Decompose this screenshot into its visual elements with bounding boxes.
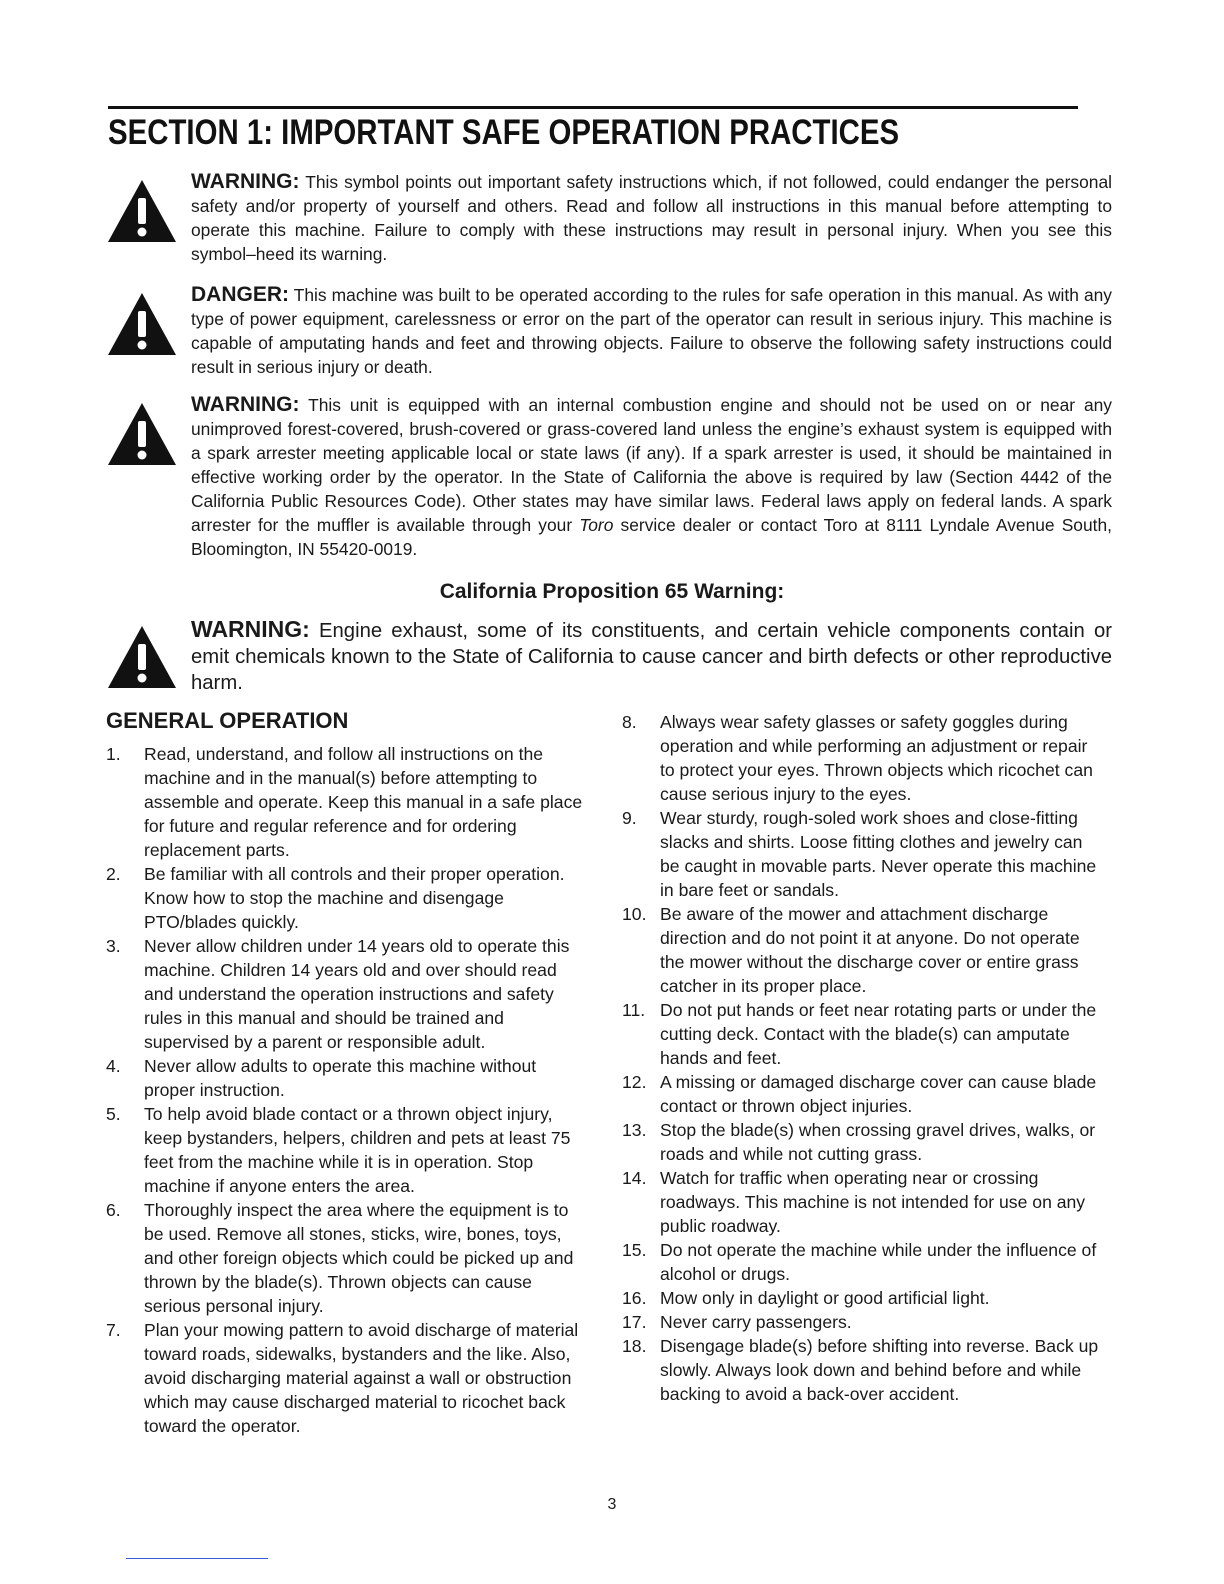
item-number: 17.: [622, 1312, 647, 1332]
item-number: 8.: [622, 712, 637, 732]
item-text: Never allow adults to operate this machine without proper instruction.: [144, 1056, 537, 1100]
item-number: 1.: [106, 744, 121, 764]
list-item: [106, 1102, 586, 1198]
list-item: [622, 1166, 1102, 1238]
warning-keyword: WARNING:: [191, 170, 300, 193]
item-text: Stop the blade(s) when crossing gravel drives, walks, or roads and while not cutting grass.: [660, 1120, 1096, 1164]
list-item: [622, 1286, 1102, 1310]
item-text: Be aware of the mower and attachment discharge direction and do not point it at anyone. Do not operate the mower without the discharge cover or entire grass catcher in its proper place.: [660, 904, 1080, 996]
item-text: Thoroughly inspect the area where the equipment is to be used. Remove all stones, sticks, wire, bones, toys, and other foreign objects which could be picked up and thrown by the blade(s). Thrown objects can cause serious personal injury.: [144, 1200, 574, 1316]
warning-text-spark-arrester: [191, 393, 1112, 561]
item-number: 15.: [622, 1240, 647, 1260]
item-text: Watch for traffic when operating near or crossing roadways. This machine is not intended for use on any public roadway.: [660, 1168, 1086, 1236]
general-operation-left-column: [106, 706, 586, 1438]
item-number: 4.: [106, 1056, 121, 1076]
warning-body-before: This unit is equipped with an internal combustion engine and should not be used on or near any unimproved forest-covered, brush-covered or grass-covered land unless the engine’s exhaust system is equipped with a spark arrester meeting applicable local or state laws (if any). If a spark arrester is used, it should be maintained in effective working order by the operator. In the State of California the above is required by law (Section 4442 of the California Public Resources Code). Other states may have similar laws. Federal laws apply on federal lands. A spark arrester for the muffler is available through your: [191, 395, 1112, 535]
list-item: [622, 998, 1102, 1070]
warning-body-after: service dealer or contact Toro at 8111 Lyndale Avenue South, Bloomington, IN 55420-0019.: [191, 515, 1112, 559]
item-text: Be familiar with all controls and their proper operation. Know how to stop the machine and disengage PTO/blades quickly.: [144, 864, 565, 932]
list-item: [106, 1318, 586, 1438]
item-number: 3.: [106, 936, 121, 956]
item-number: 7.: [106, 1320, 121, 1340]
item-text: Plan your mowing pattern to avoid discharge of material toward roads, sidewalks, bystanders and the like. Also, avoid discharging material against a wall or obstruction which may cause discharged material to ricochet back toward the operator.: [144, 1320, 579, 1436]
footer-rule: [126, 1558, 268, 1559]
item-number: 5.: [106, 1104, 121, 1124]
list-item: [622, 1334, 1102, 1406]
warning-triangle-icon: [106, 178, 178, 244]
general-operation-right-column: [622, 710, 1102, 1406]
item-number: 6.: [106, 1200, 121, 1220]
prop65-warning-block: [106, 616, 1112, 696]
prop65-keyword: WARNING:: [191, 616, 310, 642]
warning-block-spark-arrester: [106, 393, 1112, 561]
warning-triangle-icon: [106, 624, 178, 690]
list-item: [622, 1238, 1102, 1286]
item-number: 9.: [622, 808, 637, 828]
warning-triangle-icon: [106, 401, 178, 467]
prop65-body: Engine exhaust, some of its constituents, and certain vehicle components contain or emit chemicals known to the State of California to cause cancer and birth defects or other reproductive harm.: [191, 620, 1112, 694]
rules-list-right: [622, 710, 1102, 1406]
item-number: 11.: [622, 1000, 646, 1020]
section-title: SECTION 1: IMPORTANT SAFE OPERATION PRACTICES: [108, 113, 900, 152]
list-item: [622, 1310, 1102, 1334]
warning-body: This symbol points out important safety instructions which, if not followed, could endanger the personal safety and/or property of yourself and others. Read and follow all instructions in this manual before attempting to operate this machine. Failure to comply with these instructions may result in personal injury. When you see this symbol–heed its warning.: [191, 172, 1112, 264]
item-text: Mow only in daylight or good artificial light.: [660, 1288, 990, 1308]
item-text: Never carry passengers.: [660, 1312, 852, 1332]
list-item: [106, 1054, 586, 1102]
item-number: 14.: [622, 1168, 647, 1188]
item-text: Read, understand, and follow all instructions on the machine and in the manual(s) before attempting to assemble and operate. Keep this manual in a safe place for future and regular reference and for ordering replacement parts.: [144, 744, 583, 860]
item-number: 13.: [622, 1120, 647, 1140]
item-text: Wear sturdy, rough-soled work shoes and close-fitting slacks and shirts. Loose fitting clothes and jewelry can be caught in movable parts. Never operate this machine in bare feet or sandals.: [660, 808, 1097, 900]
danger-keyword: DANGER:: [191, 283, 289, 306]
prop65-heading: California Proposition 65 Warning:: [439, 580, 785, 603]
top-rule: [108, 106, 1078, 109]
warning-text-1: [191, 170, 1112, 266]
list-item: [622, 1070, 1102, 1118]
item-number: 12.: [622, 1072, 647, 1092]
item-number: 2.: [106, 864, 121, 884]
warning-keyword: WARNING:: [191, 393, 300, 416]
danger-block: [106, 283, 1112, 379]
list-item: [622, 902, 1102, 998]
rules-list-left: [106, 742, 586, 1438]
item-number: 10.: [622, 904, 647, 924]
list-item: [106, 742, 586, 862]
item-text: To help avoid blade contact or a thrown object injury, keep bystanders, helpers, children and pets at least 75 feet from the machine while it is in operation. Stop machine if anyone enters the area.: [144, 1104, 571, 1196]
item-text: Do not operate the machine while under the influence of alcohol or drugs.: [660, 1240, 1097, 1284]
prop65-text: [191, 616, 1112, 696]
item-number: 16.: [622, 1288, 647, 1308]
list-item: [106, 1198, 586, 1318]
page-number: 3: [607, 1496, 617, 1513]
general-operation-heading: GENERAL OPERATION: [106, 708, 349, 733]
item-text: Disengage blade(s) before shifting into reverse. Back up slowly. Always look down and behind before and while backing to avoid a back-over accident.: [660, 1336, 1099, 1404]
warning-block-1: [106, 170, 1112, 266]
list-item: [622, 806, 1102, 902]
danger-text: [191, 283, 1112, 379]
list-item: [622, 710, 1102, 806]
item-number: 18.: [622, 1336, 647, 1356]
item-text: Never allow children under 14 years old to operate this machine. Children 14 years old and over should read and understand the operation instructions and safety rules in this manual and should be trained and supervised by a parent or responsible adult.: [144, 936, 570, 1052]
list-item: [106, 862, 586, 934]
list-item: [622, 1118, 1102, 1166]
item-text: Do not put hands or feet near rotating parts or under the cutting deck. Contact with the blade(s) can amputate hands and feet.: [660, 1000, 1097, 1068]
warning-triangle-icon: [106, 291, 178, 357]
danger-body: This machine was built to be operated according to the rules for safe operation in this manual. As with any type of power equipment, carelessness or error on the part of the operator can result in serious injury. This machine is capable of amputating hands and feet and throwing objects. Failure to observe the following safety instructions could result in serious injury or death.: [191, 285, 1112, 377]
item-text: Always wear safety glasses or safety goggles during operation and while performing an adjustment or repair to protect your eyes. Thrown objects which ricochet can cause serious injury to the eyes.: [660, 712, 1093, 804]
list-item: [106, 934, 586, 1054]
item-text: A missing or damaged discharge cover can cause blade contact or thrown object injuries.: [660, 1072, 1097, 1116]
brand-name: Toro: [579, 515, 614, 535]
